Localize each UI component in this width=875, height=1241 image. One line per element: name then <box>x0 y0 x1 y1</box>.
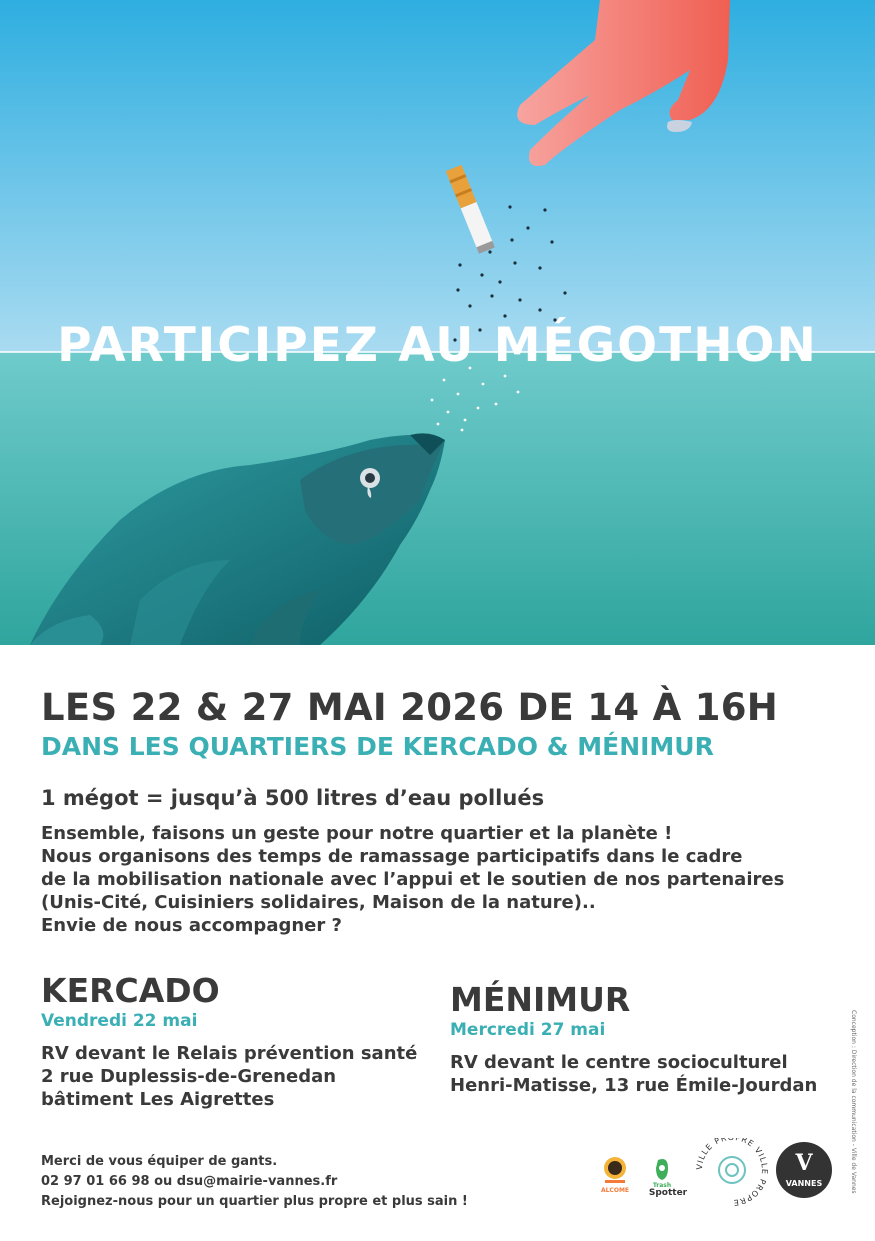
partner-logos <box>596 1138 846 1208</box>
trash-spotter-logo <box>649 1159 688 1198</box>
description-line: Envie de nous accompagner ? <box>41 915 342 936</box>
description-line: Ensemble, faisons un geste pour notre quartier et la planète ! <box>41 823 673 844</box>
address-line: bâtiment Les Aigrettes <box>41 1089 275 1110</box>
event-districts: DANS LES QUARTIERS DE KERCADO & MÉNIMUR <box>41 732 714 761</box>
address-line: RV devant le centre socioculturel <box>450 1052 788 1073</box>
site-menimur <box>450 981 817 1097</box>
address-line: Henri-Matisse, 13 rue Émile-Jourdan <box>450 1075 818 1096</box>
site-day: Vendredi 22 mai <box>41 1011 198 1031</box>
description-line: Nous organisons des temps de ramassage participatifs dans le cadre <box>41 846 743 867</box>
site-address <box>450 1051 817 1097</box>
site-name: KERCADO <box>41 971 220 1010</box>
ville-propre-logo <box>695 1138 769 1207</box>
event-fact: 1 mégot = jusqu’à 500 litres d’eau pollués <box>41 786 545 810</box>
footer-line: Merci de vous équiper de gants. <box>41 1154 278 1169</box>
hero-title: PARTICIPEZ AU MÉGOTHON <box>57 318 818 373</box>
vannes-mark: V <box>795 1150 813 1176</box>
footer-contact-line[interactable]: 02 97 01 66 98 ou dsu@mairie-vannes.fr <box>41 1174 338 1189</box>
description-line: de la mobilisation nationale avec l’appui et le soutien de nos partenaires <box>41 869 785 890</box>
spotter-label: Spotter <box>648 1188 688 1198</box>
address-line: RV devant le Relais prévention santé <box>41 1043 418 1064</box>
description-line: (Unis-Cité, Cuisiniers solidaires, Maison de la nature).. <box>41 892 596 913</box>
logos-strip <box>596 1138 846 1208</box>
site-day: Mercredi 27 mai <box>450 1020 606 1040</box>
vannes-logo <box>776 1142 832 1198</box>
ville-propre-label: VILLE PR PRE VILLE PROPRE <box>694 1138 770 1208</box>
footer-line: Rejoignez-nous pour un quartier plus propre et plus sain ! <box>41 1194 468 1209</box>
site-kercado <box>41 972 417 1111</box>
credit-vertical: Conception : Direction de la communication - Ville de Vannes <box>850 1010 857 1194</box>
vannes-label: VANNES <box>785 1179 823 1188</box>
trash-label: Trash <box>652 1182 672 1189</box>
footer-contact <box>41 1152 468 1212</box>
address-line: 2 rue Duplessis-de-Grenedan <box>41 1066 337 1087</box>
event-description <box>41 822 841 937</box>
site-name: MÉNIMUR <box>450 980 631 1019</box>
event-date: LES 22 & 27 MAI 2026 DE 14 À 16H <box>41 686 779 729</box>
alcome-label: ALCOME <box>600 1187 630 1194</box>
alcome-logo <box>601 1157 629 1194</box>
site-address <box>41 1042 417 1111</box>
